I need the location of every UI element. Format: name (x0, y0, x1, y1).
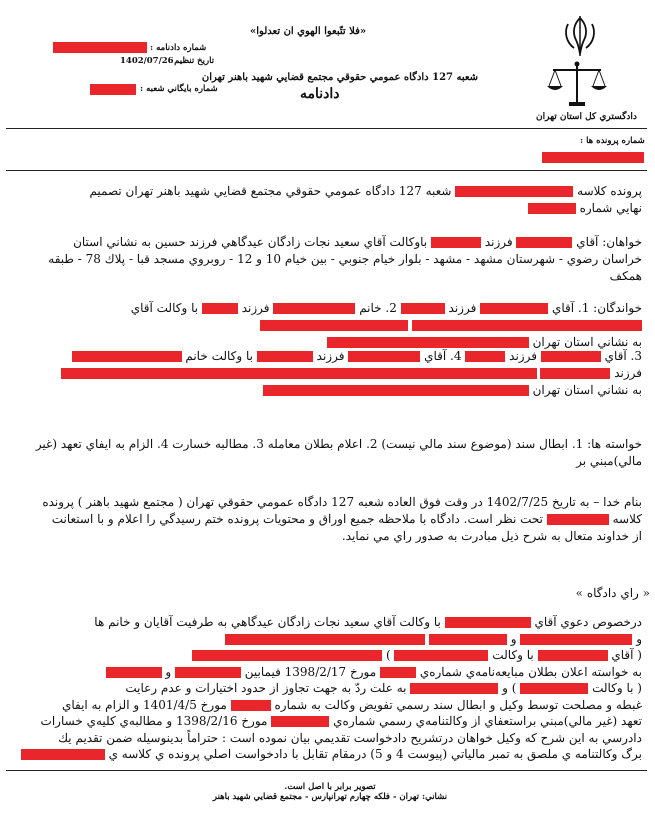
redaction (263, 385, 529, 396)
redaction (106, 667, 162, 678)
redaction (445, 617, 531, 628)
redaction (327, 337, 529, 348)
section-claims: خواسته ها: 1. ابطال سند (موضوع سند مالي نيست) 2. اعلام بطلان معامله 3. مطالبه خسارت 4. الزام به ايفاي تعهد (غير مالي)مبني بر (35, 437, 642, 468)
iran-emblem-icon (560, 14, 600, 58)
date-label: تاريخ تنظيم : (168, 56, 215, 66)
redaction (412, 320, 642, 331)
redaction (257, 351, 313, 362)
redaction (72, 351, 182, 362)
redaction (455, 186, 573, 197)
redaction (271, 716, 329, 727)
redaction (516, 237, 572, 248)
redaction (175, 667, 241, 678)
redaction (429, 634, 507, 645)
redaction (380, 667, 416, 678)
redaction (61, 368, 537, 379)
section-plaintiff: خواهان: آقاي فرزند باوكالت آقاي سعيد نجات زادگان عيدگاهي فرزند حسين به نشاني استان خراسان رضوي - شهرستان مشهد - مشهد - بلوار خيام جنوبي - بين خيام 10 و 12 - روبروي مسجد قبا - پلاك 78 - طبقه همكف (48, 235, 642, 283)
court-title: شعبه 127 دادگاه عمومي حقوقي مجتمع قضايي شهيد باهنر تهران (201, 72, 479, 83)
footer (150, 782, 510, 802)
divider (6, 170, 647, 171)
section-proceedings: بنام خدا – به تاريخ 1402/7/25 در وقت فوق العاده شعبه 127 دادگاه عمومي حقوقي تهران ( مجتمع شهيد باهنر ) پرونده كلاسه تحت نظر است. دادگاه با ملاحظه جميع اوراق و محتويات پرونده ختم رسيدگي را اعلام و با استعانت از خداوند متعال به شرح ذيل مبادرت به صدور راي مي نمايد. (42, 495, 642, 543)
redaction (541, 351, 601, 362)
redaction-case-number (542, 152, 644, 163)
redaction (394, 650, 488, 661)
redaction (192, 650, 382, 661)
redaction (260, 320, 408, 331)
verdict-heading: « راي دادگاه » (575, 586, 650, 600)
footer-address: نشاني: تهران - فلكه چهارم تهرانپارس - مجتمع قضايي شهيد باهنر (212, 792, 448, 802)
redaction (401, 303, 445, 314)
redaction (348, 351, 420, 362)
doc-number-label: شماره دادنامه : (150, 43, 207, 53)
redaction (547, 514, 609, 525)
header-quote: «فلا تتّبعوا الهوي ان تعدلوا» (250, 26, 367, 37)
redaction (431, 237, 481, 248)
redaction (520, 683, 588, 694)
archive-label: شماره بايگاني شعبه : (140, 84, 218, 94)
date-value: 1402/07/26 (120, 56, 174, 66)
redaction-doc-number (53, 42, 147, 53)
section-defendants-1: خواندگان: 1. آقاي فرزند 2. خانم فرزند با وكالت آقاي به نشاني استان تهران (130, 301, 642, 349)
redaction (410, 683, 498, 694)
redaction (231, 700, 271, 711)
date-row (120, 56, 174, 66)
doc-title: دادنامه (300, 86, 340, 102)
footer-certified: تصوير برابر با اصل است. (284, 782, 376, 792)
redaction (202, 303, 238, 314)
redaction (520, 634, 632, 645)
redaction (540, 368, 610, 379)
redaction-archive (90, 84, 136, 95)
scales-of-justice-icon (545, 60, 609, 110)
redaction (225, 634, 425, 645)
redaction (528, 203, 576, 214)
section-verdict: درخصوص دعوي آقاي با وكالت آقاي سعيد نجات زادگان عيدگاهي به طرفيت آقايان و خانم ها و و ( آقاي با وكالت ) به خواسته اعلان بطلان مبايعه‌نامه‌ي شماره‌ي مورخ 1398/2/17 فيمابين و ( با وكالت ) و به علت ردّ به جهت تجاوز از حدود اختيارات و عدم رعايت غبطه و مصلحت توسط وكيل و ابطال سند رسمي تفويض وكالت به شماره مورخ 1401/4/5 و الزام به ايفاي تعهد (غير مالي)مبني براستعفاي از وكالتنامه‌ي رسمي شماره‌ي مورخ 1398/2/16 و مطالبه‌ي كليه‌ي خسارات دادرسي به اين شرح كه وكيل خواهان درتشريح دادخواست تقديمي بيان نموده است : حتراماً بدينوسيله ضمن تقديم يك برگ وكالتنامه ي ملصق به تمبر مالياتي (پيوست 4 و 5) درمقام تقابل با دادخواست اصلي پرونده ي كلاسه ي (10, 614, 642, 763)
section-defendants-2: 3. آقاي فرزند 4. آقاي فرزند با وكالت خانم فرزند به نشاني استان تهران (10, 348, 642, 399)
case-number-label: شماره پرونده ها : (580, 136, 645, 146)
redaction (538, 650, 608, 661)
redaction (465, 351, 505, 362)
department-name: دادگستري كل استان تهران (536, 112, 637, 122)
header-divider (6, 128, 647, 129)
redaction (480, 303, 548, 314)
redaction (273, 303, 355, 314)
redaction (21, 749, 105, 760)
footer-divider (6, 770, 647, 771)
section-case-file: پرونده كلاسه شعبه 127 دادگاه عمومي حقوقي مجتمع قضايي شهيد باهنر تهران تصميم نهايي شماره (89, 184, 642, 215)
